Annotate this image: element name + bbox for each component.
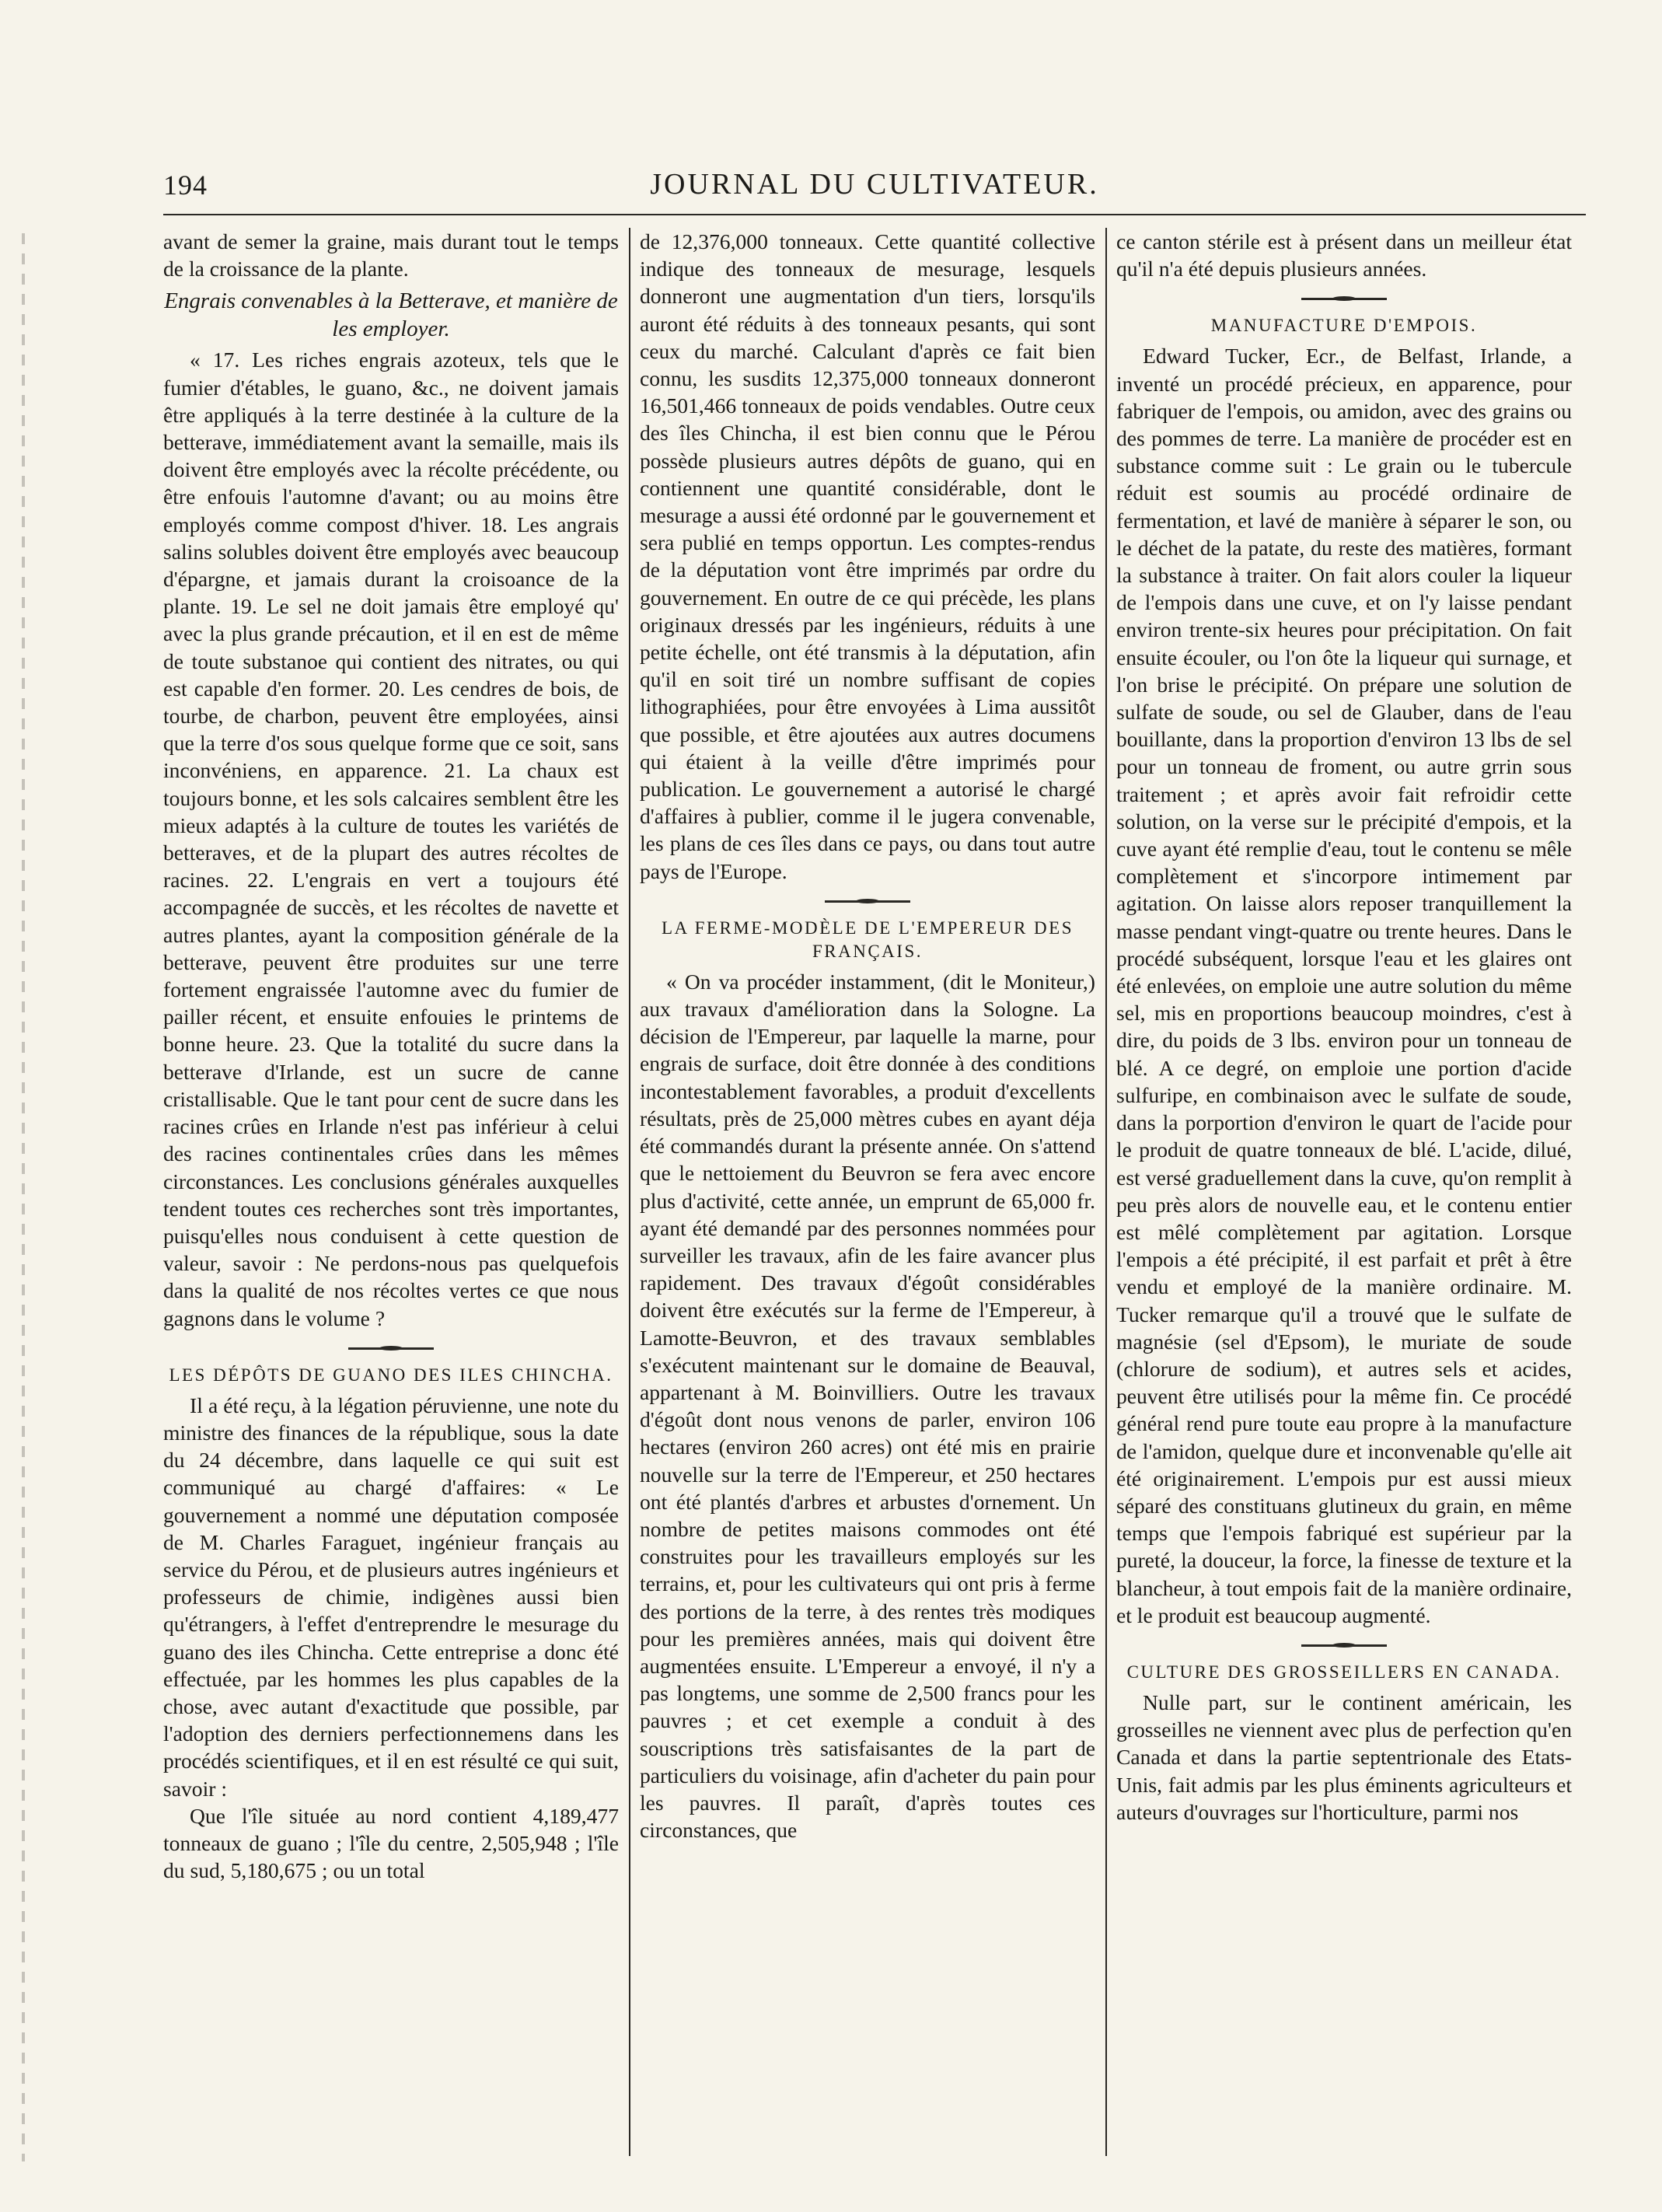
paragraph: de 12,376,000 tonneaux. Cette quantité collective indique des tonneaux de mesurage, lesquels donneront une augmentation d'un tiers, lorsqu'ils auront été réduits à des tonneaux pesants, qui sont ceux du marché. Calculant d'après ce fait bien connu, les susdits 12,375,000 tonneaux donneront 16,501,466 tonneaux de poids vendables. Outre ceux des îles Chincha, il est bien connu que le Pérou possède plusieurs autres dépôts de guano, qui en contiennent une quantité considérable, dont le mesurage a aussi été ordonné par le gouvernement et sera publié en temps opportun. Les comptes-rendus de la députation vont être imprimés par ordre du gouvernement. En outre de ce qui précède, les plans originaux dressés par les ingénieurs, réduits à une petite échelle, ont été transmis à la députation, afin qu'il en soit tiré un nombre suffisant de copies lithographiées, pour être envoyées à Lima aussitôt que possible, et être ajoutées aux autres documens qui étaient à la veille d'être imprimés pour publication. Le gouvernement a autorisé le chargé d'affaires à publier, comme il le jugera convenable, les plans de ces îles dans ce pays, ou dans tout autre pays de l'Europe.: [640, 229, 1095, 883]
paragraph: Edward Tucker, Ecr., de Belfast, Irlande, a inventé un procédé précieux, en apparence, pour fabriquer de l'empois, ou amidon, avec des grains ou des pommes de terre. La manière de procéder est en substance comme suit : Le grain ou le tubercule réduit est soumis au procédé ordinaire de fermentation, et lavé de manière à séparer le son, ou le déchet de la patate, du reste des matières, formant la substance à traiter. On fait alors couler la liqueur de l'empois dans une cuve, et on l'y laisse pendant environ trente-six heures pour précipitation. On fait ensuite écouler, ou l'on ôte la liqueur qui surnage, et l'on brise le précipité. On prépare une solution de sulfate de soude, ou sel de Glauber, dans de l'eau bouillante, dans la proportion d'environ 13 lbs de sel pour un tonneau de froment, ou autre grrin sous traitement ; et après avoir fait refroidir cette solution, on la verse sur le précipité d'empois, et la cuve ayant été remplie d'eau, tout le contenu se mêle complètement et s'incorpore intimement par agitation. On laisse alors reposer tranquillement la masse pendant vingt-quatre ou trente heures. Dans le procédé subséquent, lorsque l'eau et les glaires ont été enlevées, on emploie une autre solution du même sel, mis en proportions beaucoup moindres, c'est à dire, du poids de 3 lbs. environ pour un tonneau de blé. A ce degré, on emploie une portion d'acide sulfuripe, en combinaison avec le sulfate de soude, dans la porportion d'environ le quart de l'acide pour le produit de quatre tonneaux de blé. L'acide, dilué, est versé graduellement dans la cuve, qu'on remplit à peu près alors de nouvelle eau, et le contenu entier est mêlé complètement par agitation. Lorsque l'empois a été précipité, il est parfait et prêt à être vendu et employé de la manière ordinaire. M. Tucker remarque qu'il a trouvé que le sulfate de magnésie (sel d'Epsom), le muriate de soude (chlorure de sodium), et autres sels et acides, peuvent être utilisés pour la même fin. Ce procédé général rend pure toute eau propre à la manufacture de l'amidon, quelque dure et inconvenable qu'elle ait été originairement. L'empois pur est aussi mieux séparé des constituans glutineux du grain, en même temps que l'empois fabriqué est supérieur par la pureté, la douceur, la force, la finesse de texture et la blancheur, à tout empois fait de la manière ordinaire, et le produit est beaucoup augmenté.: [1116, 344, 1572, 1627]
section-title: LA FERME-MODÈLE DE L'EMPEREUR DES FRANÇAIS.: [661, 917, 1074, 961]
paragraph: Il a été reçu, à la légation péruvienne, une note du ministre des finances de la république, sous la date du 24 décembre, dans laquelle ce qui suit est communiqué au chargé d'affaires: « Le gouvernement a nommé une députation composée de M. Charles Faraguet, ingénieur français au service du Pérou, et de plusieurs autres ingénieurs et professeurs de chimie, indigènes aussi bien qu'étrangers, à l'effet d'entreprendre le mesurage du guano des iles Chincha. Cette entreprise a donc été effectuée, par les hommes les plus capables de la chose, avec autant d'exactitude que possible, par l'adoption des derniers perfectionnemens dans les procédés scientifiques, et il en est résulté ce qui suit, savoir :: [163, 1393, 619, 1801]
section-title: CULTURE DES GROSSEILLERS EN CANADA.: [1126, 1662, 1562, 1682]
article-subhead: Engrais convenables à la Betterave, et manière de les employer.: [164, 288, 618, 342]
section-divider: [825, 900, 910, 903]
section-divider: [1301, 298, 1387, 300]
page-header: [163, 159, 1586, 215]
paragraph: Nulle part, sur le continent américain, les grosseilles ne viennent avec plus de perfection qu'en Canada et dans la partie septentrionale des Etats-Unis, fait admis par les plus éminents agriculteurs et auteurs d'ouvrages sur l'horticulture, parmi nos: [1116, 1690, 1572, 1824]
paragraph: Que l'île située au nord contient 4,189,477 tonneaux de guano ; l'île du centre, 2,505,948 ; l'île du sud, 5,180,675 ; ou un total: [163, 1803, 619, 1883]
section-title: LES DÉPÔTS DE GUANO DES ILES CHINCHA.: [169, 1365, 613, 1385]
section-title: MANUFACTURE D'EMPOIS.: [1210, 316, 1478, 336]
section-divider: [348, 1347, 434, 1350]
running-title: JOURNAL DU CULTIVATEUR.: [650, 168, 1099, 201]
paragraph: « On va procéder instamment, (dit le Moniteur,) aux travaux d'amélioration dans la Sologne. La décision de l'Empereur, par laquelle la marne, pour engrais de surface, doit être donnée à des conditions incontestablement favorables, a produit d'excellents résultats, près de 25,000 mètres cubes en ayant déja été commandés durant la présente année. On s'attend que le nettoiement du Beuvron se fera avec encore plus d'activité, cette année, un emprunt de 65,000 fr. ayant été demandé par des personnes nommées pour surveiller les travaux, afin de les faire avancer plus rapidement. Des travaux d'égoût considérables doivent être exécutés sur la ferme de l'Empereur, à Lamotte-Beuvron, et des travaux semblables s'exécutent maintenant sur le domaine de Beauval, appartenant à M. Boinvilliers. Outre les travaux d'égoût dont nous venons de parler, environ 106 hectares (environ 260 acres) ont été mis en prairie nouvelle sur la terre de l'Empereur, et 250 hectares ont été plantés d'arbres et arbustes d'ornement. Un nombre de petites maisons commodes ont été construites pour les travailleurs employés sur les terrains, et, pour les cultivateurs qui ont pris à ferme des portions de la terre, à des rentes très modiques pour les premières années, mais qui doivent être augmentées ensuite. L'Empereur a envoyé, il n'y a pas longtems, une somme de 2,500 francs pour les pauvres ; et cet exemple a conduit à des souscriptions très satisfaisantes de la part de particuliers du voisinage, afin d'acheter du pain pour les pauvres. Il paraît, d'après toutes ces circonstances, que: [640, 969, 1095, 1843]
column-middle: [640, 228, 1095, 2156]
text-columns: [163, 228, 1586, 2156]
section-divider: [1301, 1644, 1387, 1647]
journal-page: [163, 159, 1586, 2181]
column-rule: [1105, 228, 1107, 2156]
paragraph: avant de semer la graine, mais durant tout le temps de la croissance de la plante.: [163, 229, 619, 281]
column-left: [163, 228, 619, 2156]
page-number: 194: [163, 169, 208, 201]
page-edge-mark: [22, 233, 25, 2161]
column-rule: [629, 228, 630, 2156]
paragraph: « 17. Les riches engrais azoteux, tels que le fumier d'étables, le guano, &c., ne doivent jamais être appliqués à la terre destinée à la culture de la betterave, immédiatement avant la semaille, mais ils doivent être employés avec la récolte précédente, ou être enfouis l'automne d'avant; ou au moins être employés comme compost d'hiver. 18. Les angrais salins solubles doivent être employés avec beaucoup d'épargne, et jamais durant la croisoance de la plante. 19. Le sel ne doit jamais être employé qu' avec la plus grande précaution, et il en est de même de toute substanoe qui contient des nitrates, ou qui est capable d'en former. 20. Les cendres de bois, de tourbe, de charbon, peuvent être employées, ainsi que la terre d'os sous quelque forme que ce soit, sans inconvéniens, en apparence. 21. La chaux est toujours bonne, et les sols calcaires semblent être les mieux adaptés à la culture de toutes les variétés de betteraves, et de la plupart des autres récoltes de racines. 22. L'engrais en vert a toujours été accompagnée de succès, et les récoltes de navette et autres plantes, ayant la composition générale de la betterave, peuvent être produites sur une terre fortement engraissée l'automne avec du fumier de pailler récent, et ensuite enfouies le printems de bonne heure. 23. Que la totalité du sucre dans la betterave d'Irlande, est un sucre de canne cristallisable. Que le tant pour cent de sucre dans les racines crûes en Irlande n'est pas inférieur à celui des racines continentales crûes dans les mêmes circonstances. Les conclusions générales auxquelles tendent toutes ces recherches sont très importantes, puisqu'elles nous conduisent à cette question de valeur, savoir : Ne perdons-nous pas quelquefois dans la qualité de nos récoltes vertes ce que nous gagnons dans le volume ?: [163, 348, 619, 1330]
column-right: [1116, 228, 1572, 2156]
paragraph: ce canton stérile est à présent dans un meilleur état qu'il n'a été depuis plusieurs années.: [1116, 229, 1572, 281]
